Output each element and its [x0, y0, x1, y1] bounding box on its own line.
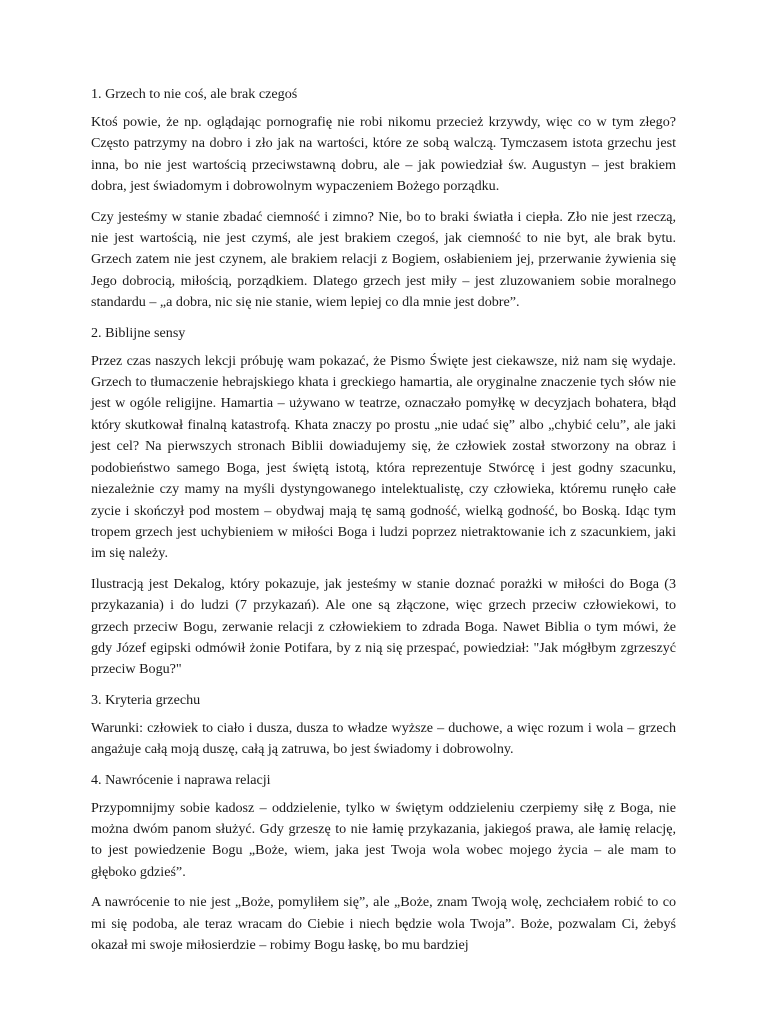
paragraph: Ilustracją jest Dekalog, który pokazuje, jak jesteśmy w stanie doznać porażki w miłości do Boga (3 przykazania) i do ludzi (7 przykazań). Ale one są złączone, więc grzech przeciw człowiekowi, to grzech przeciw Bogu, zerwanie relacji z człowiekiem to zdrada Boga. Nawet Biblia o tym mówi, że gdy Józef egipski odmówił żonie Potifara, by z nią się przespać, powiedział: "Jak mógłbym zgrzeszyć przeciw Bogu?"	[91, 575, 676, 678]
section-heading: 1. Grzech to nie coś, ale brak czegoś	[91, 86, 298, 102]
section-heading: 3. Kryteria grzechu	[91, 691, 201, 708]
paragraph: Przypomnijmy sobie kadosz – oddzielenie, tylko w świętym oddzieleniu czerpiemy siłę z Boga, nie można dwóm panom służyć. Gdy grzeszę to nie łamię przykazania, jakiegoś prawa, ale łamię relację, to jest powiedzenie Bogu „Boże, wiem, jaka jest Twoja wola wobec mojego życia – ale mam to głęboko gdzieś”.	[91, 799, 676, 880]
section-heading: 4. Nawrócenie i naprawa relacji	[91, 771, 271, 788]
paragraph: Przez czas naszych lekcji próbuję wam pokazać, że Pismo Święte jest ciekawsze, niż nam się wydaje. Grzech to tłumaczenie hebrajskiego khata i greckiego hamartia, ale oryginalne znaczenie tych słów nie jest w ogóle religijne. Hamartia – używano w teatrze, oznaczało pomyłkę w decyzjach bohatera, błąd który skutkował finalną katastrofą. Khata znaczy po prostu „nie udać się” albo „chybić celu”, ale jaki jest cel? Na pierwszych stronach Biblii dowiadujemy się, że człowiek został stworzony na obraz i podobieństwo samego Boga, jest świętą istotą, która reprezentuje Stwórcę i jest godny szacunku, niezależnie czy mamy na myśli dystyngowanego intelektualistę, czy człowieka, któremu runęło całe zycie i skończył pod mostem – obydwaj mają tę samą godność, wielką godność, bo Boską. Idąc tym tropem grzech jest uchybieniem w miłości Boga i ludzi poprzez nietraktowanie ich z szacunkiem, jaki im się należy.	[91, 352, 676, 562]
paragraph: Warunki: człowiek to ciało i dusza, dusza to władze wyższe – duchowe, a więc rozum i wola – grzech angażuje całą moją duszę, całą ją zatruwa, bo jest świadomy i dobrowolny.	[91, 719, 676, 758]
paragraph: Czy jesteśmy w stanie zbadać ciemność i zimno? Nie, bo to braki światła i ciepła. Zło nie jest rzeczą, nie jest wartością, nie jest czymś, ale jest brakiem czegoś, jak ciemność to nie byt, ale brak bytu. Grzech zatem nie jest czynem, ale brakiem relacji z Bogiem, osłabieniem jej, przerwanie żywienia się Jego dobrocią, miłością, porządkiem. Dlatego grzech jest miły – jest zluzowaniem sobie moralnego standardu – „a dobra, nic się nie stanie, wiem lepiej co dla mnie jest dobre”.	[91, 208, 676, 311]
section-2	[91, 323, 676, 681]
section-4	[91, 770, 676, 957]
section-1	[91, 84, 676, 314]
section-3	[91, 690, 676, 761]
section-heading: 2. Biblijne sensy	[91, 324, 186, 341]
paragraph: A nawrócenie to nie jest „Boże, pomyliłem się”, ale „Boże, znam Twoją wolę, zechciałem robić to co mi się podoba, ale teraz wracam do Ciebie i niech będzie wola Twoja”. Boże, pozwalam Ci, żebyś okazał mi swoje miłosierdzie – robimy Bogu łaskę, bo mu bardziej	[91, 894, 676, 953]
paragraph: Ktoś powie, że np. oglądając pornografię nie robi nikomu przecież krzywdy, więc co w tym złego? Często patrzymy na dobro i zło jak na wartości, które ze sobą walczą. Tymczasem istota grzechu jest inna, bo nie jest wartością przeciwstawną dobru, ale – jak powiedział św. Augustyn – jest brakiem dobra, jest świadomym i dobrowolnym wypaczeniem Bożego porządku.	[91, 114, 676, 195]
